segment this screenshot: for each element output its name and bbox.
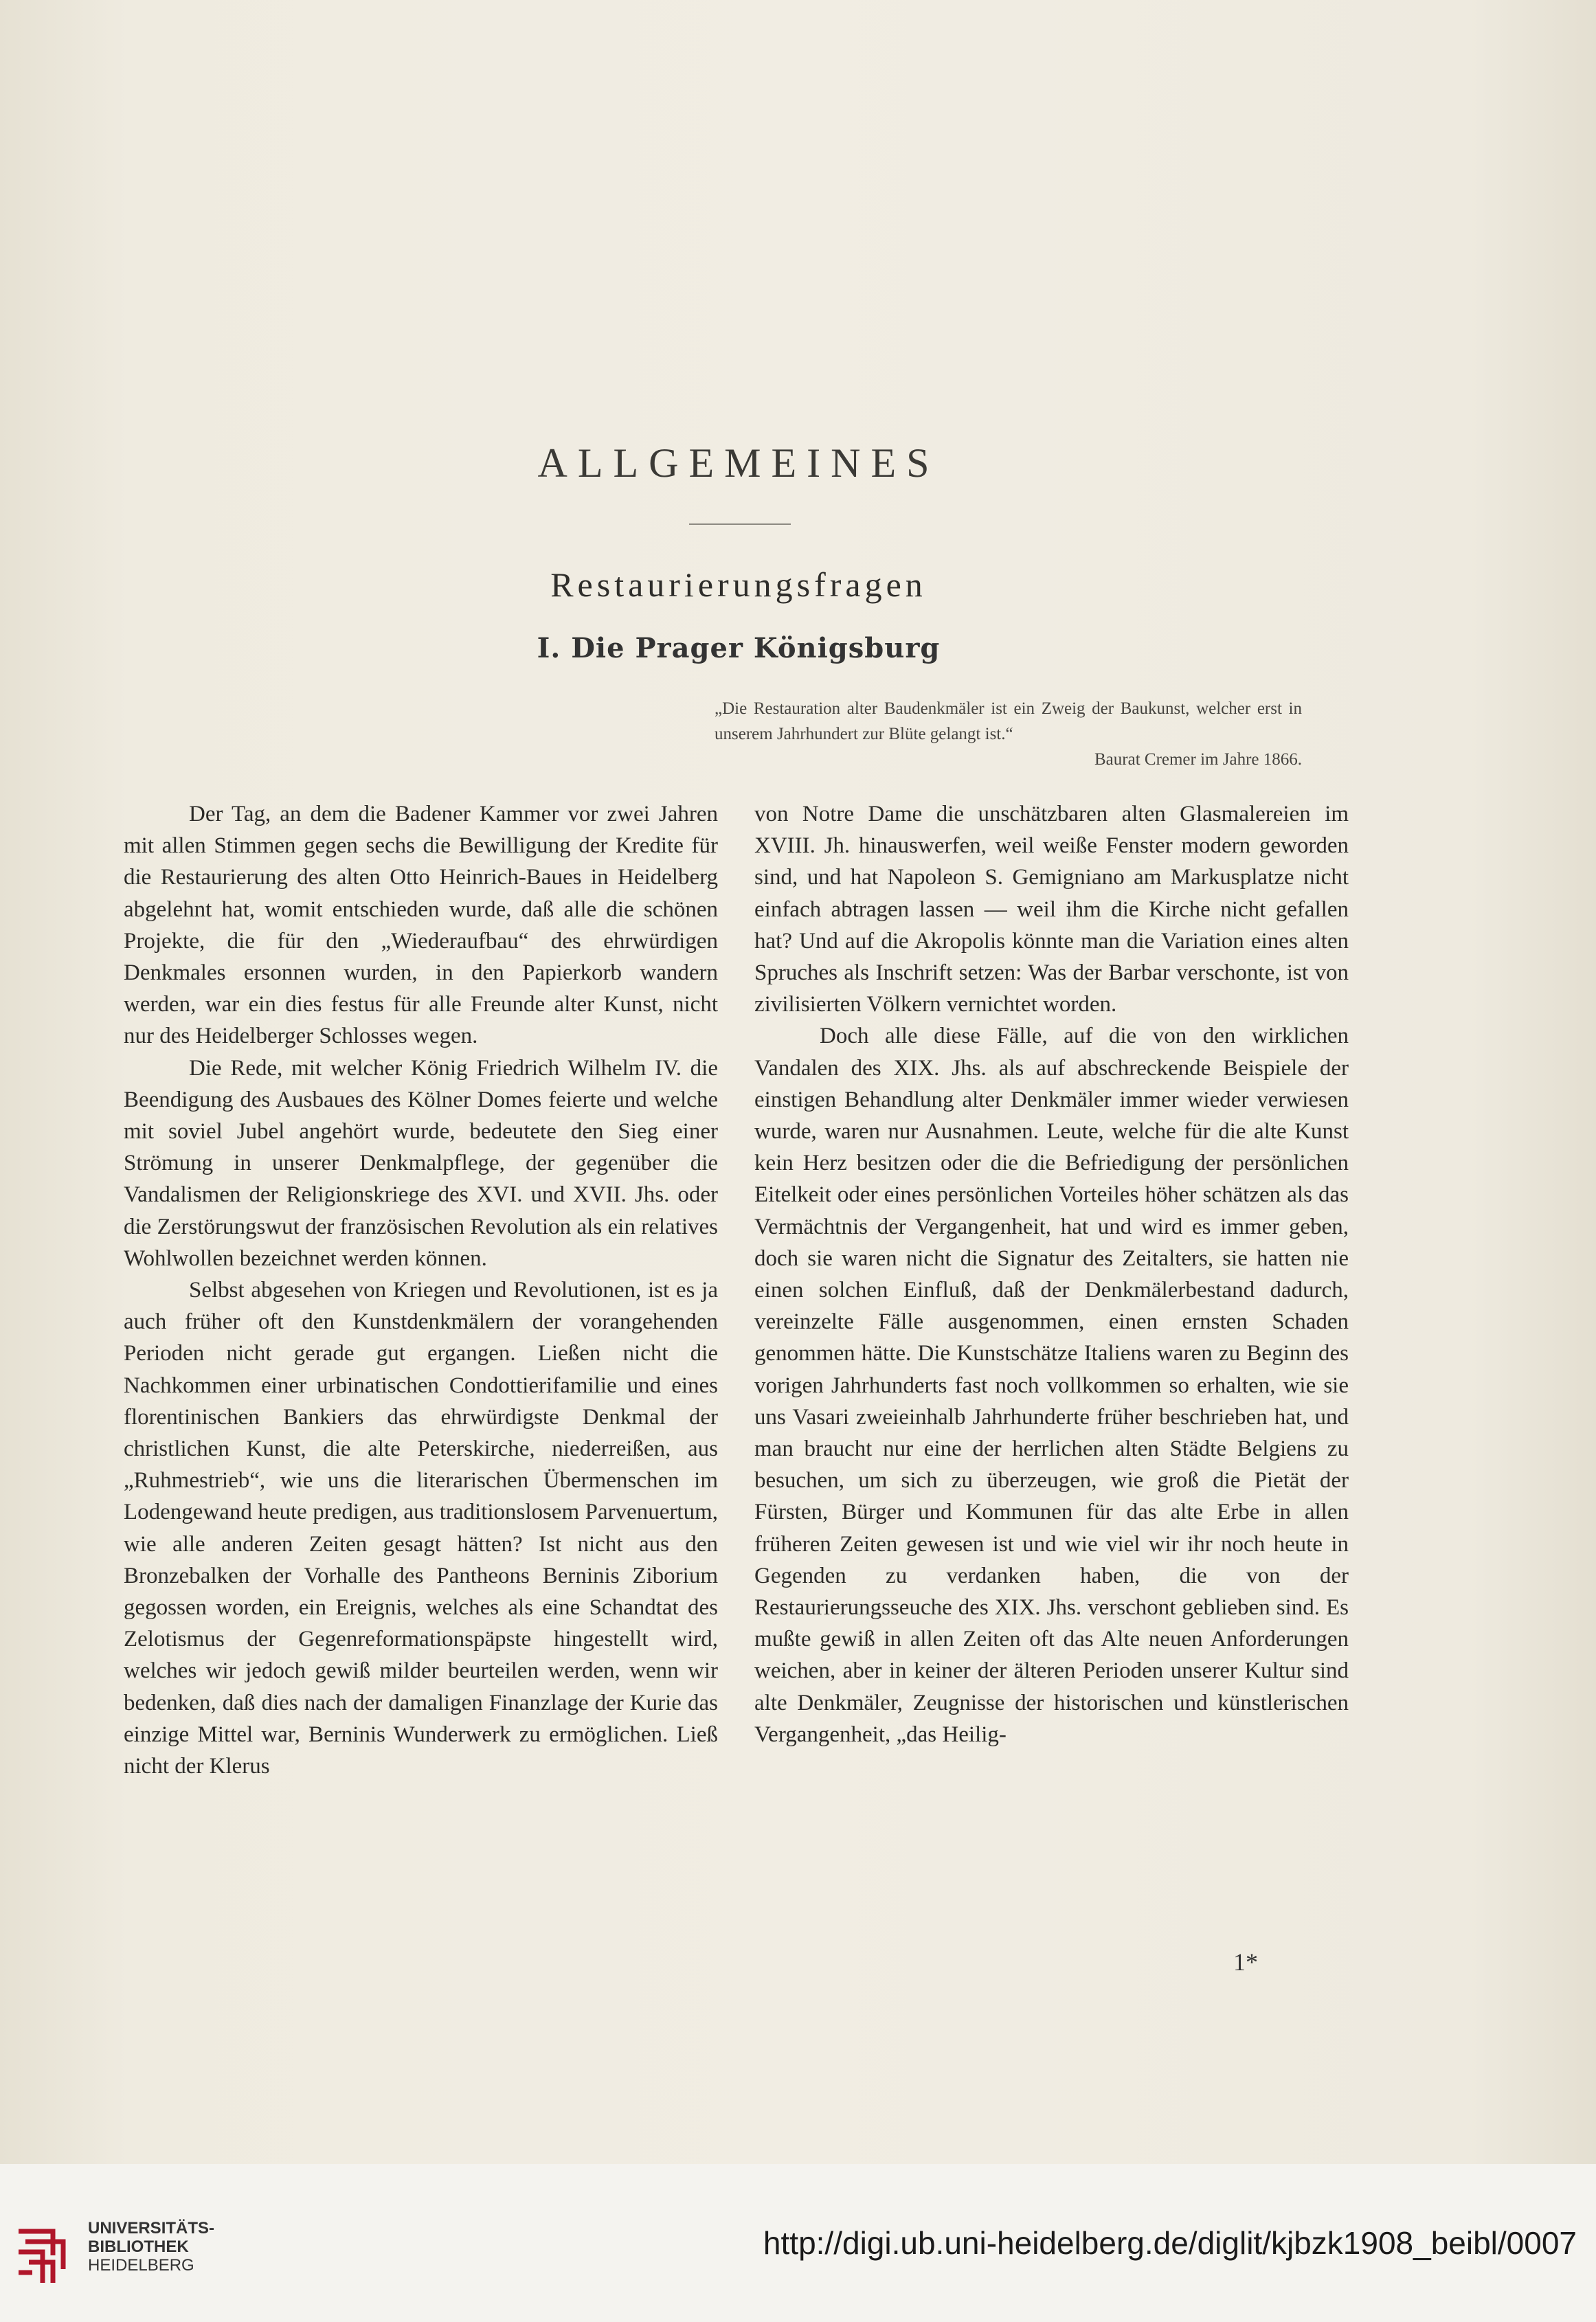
right-column [754, 798, 1349, 1750]
library-name-line: BIBLIOTHEK [88, 2238, 189, 2256]
epigraph-quote: „Die Restauration alter Baudenkmäler ist ein Zweig der Baukunst, welcher erst in unserem Jahrhundert zur Blüte gelangt ist.“ [715, 699, 1302, 743]
paragraph: Doch alle diese Fälle, auf die von den wirklichen Vandalen des XIX. Jhs. als auf abschreckende Beispiele der einstigen Behandlung alter Denkmäler immer wieder verwiesen wurde, waren nur Ausnahmen. Leute, welche für die alte Kunst kein Herz besitzen oder die die Befriedigung der persönlichen Eitelkeit oder eines persönlichen Vorteiles höher schätzen als das Vermächtnis der Vergangenheit, hat und wird es immer geben, doch sie waren nicht die Signatur des Zeitalters, sie hatten nie einen solchen Einfluß, daß der Denkmälerbestand dadurch, vereinzelte Fälle ausgenommen, einen ernsten Schaden genommen hätte. Die Kunstschätze Italiens waren zu Beginn des vorigen Jahrhunderts fast noch vollkommen so erhalten, wie sie uns Vasari zweieinhalb Jahrhunderte früher beschrieben hat, und man braucht nur eine der herrlichen alten Städte Belgiens zu besuchen, um sich zu überzeugen, wie groß die Pietät der Fürsten, Bürger und Kommunen für das alte Erbe in allen früheren Zeiten gewesen ist und wie viel wir ihr noch heute in Gegenden zu verdanken haben, die von der Restaurierungsseuche des XIX. Jhs. verschont geblieben sind. Es mußte gewiß in allen Zeiten oft das Alte neuen Anforderungen weichen, aber in keiner der älteren Perioden unserer Kultur sind alte Denkmäler, Zeugnisse der historischen und künstlerischen Vergangenheit, „das Heilig- [754, 1024, 1349, 1747]
epigraph [715, 696, 1302, 772]
library-name-line: UNIVERSITÄTS- [88, 2219, 215, 2238]
paragraph: Selbst abgesehen von Kriegen und Revolutionen, ist es ja auch früher oft den Kunstdenkmälern der vorangehenden Perioden nicht gerade gut ergangen. Ließen nicht die Nachkommen einer urbinatischen Condottierifamilie und eines florentinischen Bankiers das ehrwürdigste Denkmal der christlichen Kunst, die alte Peterskirche, niederreißen, aus „Ruhmestrieb“, wie uns die literarischen Übermenschen im Lodengewand heute predigen, aus traditionslosem Parvenuertum, wie alle anderen Zeiten gesagt hätten? Ist nicht aus den Bronzebalken der Vorhalle des Pantheons Berninis Ziborium gegossen worden, ein Ereignis, welches als eine Schandtat des Zelotismus der Gegenreformationspäpste hingestellt wird, welches wir jedoch gewiß milder beurteilen werden, wenn wir bedenken, daß dies nach der damaligen Finanzlage der Kurie das einzige Mittel war, Berninis Wunderwerk zu ermöglichen. Ließ nicht der Klerus [124, 1278, 718, 1779]
heading-divider [689, 523, 791, 525]
page-number: 1* [1233, 1948, 1258, 1976]
paragraph: Der Tag, an dem die Badener Kammer vor zwei Jahren mit allen Stimmen gegen sechs die Bewilligung der Kredite für die Restaurierung des alten Otto Heinrich-Baues in Heidelberg abgelehnt hat, womit entschieden wurde, daß alle die schönen Projekte, die für den „Wiederaufbau“ des ehrwürdigen Denkmales ersonnen wurden, in den Papierkorb wandern werden, war ein dies festus für alle Freunde alter Kunst, nicht nur des Heidelberger Schlosses wegen. [124, 802, 718, 1049]
library-name-line: HEIDELBERG [88, 2256, 194, 2275]
paragraph: von Notre Dame die unschätzbaren alten Glasmalereien im XVIII. Jh. hinauswerfen, weil weiße Fenster modern geworden sind, und hat Napoleon S. Gemigniano am Markusplatze nicht einfach abtragen lassen — weil ihm die Kirche nicht gefallen hat? Und auf die Akropolis könnte man die Variation eines alten Spruches als Inschrift setzen: Was der Barbar verschonte, ist von zivilisierten Völkern vernichtet worden. [754, 802, 1349, 1017]
document-url-link[interactable]: http://digi.ub.uni-heidelberg.de/diglit/kjbzk1908_beibl/0007 [763, 2225, 1577, 2261]
section-heading: ALLGEMEINES [537, 440, 940, 486]
left-column [124, 798, 718, 1782]
library-name [88, 2219, 214, 2275]
article-subtitle: I. Die Prager Königsburg [537, 632, 941, 664]
paragraph: Die Rede, mit welcher König Friedrich Wilhelm IV. die Beendigung des Ausbaues des Kölner Domes feierte und welche mit soviel Jubel angehört wurde, bedeutete den Sieg einer Strömung in unserer Denkmalpflege, der gegenüber die Vandalismen der Religionskriege des XVI. und XVII. Jhs. oder die Zerstörungswut der französischen Revolution als ein relatives Wohlwollen bezeichnet werden können. [124, 1055, 718, 1271]
epigraph-attribution: Baurat Cremer im Jahre 1866. [1094, 750, 1302, 769]
article-title: Restaurierungsfragen [550, 565, 927, 604]
library-logo-icon [15, 2218, 74, 2286]
